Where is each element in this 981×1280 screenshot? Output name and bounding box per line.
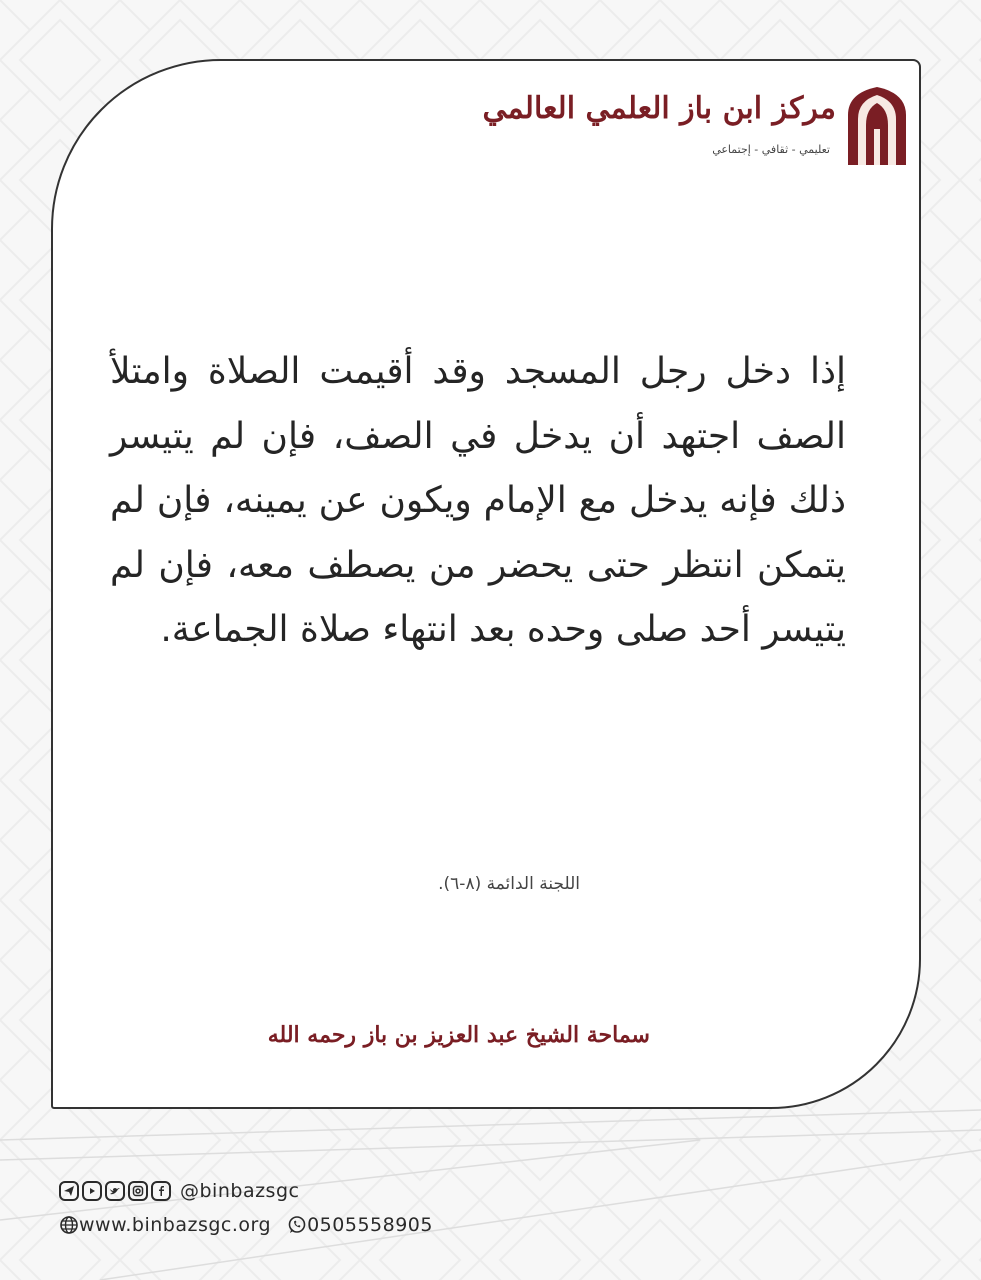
- fatwa-text: إذا دخل رجل المسجد وقد أقيمت الصلاة وامتلأ الصف اجتهد أن يدخل في الصف، فإن لم يتيسر ذلك فإنه يدخل مع الإمام ويكون عن يمينه، فإن لم يتمكن انتظر حتى يحضر من يصطف معه، فإن لم يتيسر أحد صلى وحده بعد انتهاء صلاة الجماعة.: [110, 351, 846, 650]
- website-link[interactable]: www.binbazsgc.org: [79, 1214, 272, 1236]
- social-handle[interactable]: @binbazsgc: [180, 1180, 300, 1202]
- source-citation: اللجنة الدائمة (٨-٦).: [438, 874, 580, 894]
- mosque-arch-icon: [844, 85, 910, 167]
- logo-subtitle: تعليمي - ثقافي - إجتماعي: [712, 143, 830, 156]
- center-logo: [482, 85, 910, 175]
- contact-row: [59, 1213, 433, 1237]
- social-row: [59, 1179, 299, 1203]
- logo-title: مركز ابن باز العلمي العالمي: [482, 91, 836, 126]
- telegram-icon[interactable]: [59, 1181, 79, 1201]
- whatsapp-icon: [287, 1215, 307, 1235]
- instagram-icon[interactable]: [128, 1181, 148, 1201]
- phone-number[interactable]: 0505558905: [307, 1214, 433, 1236]
- sheikh-signature: سماحة الشيخ عبد العزيز بن باز رحمه الله: [267, 1022, 650, 1048]
- globe-icon: [59, 1215, 79, 1235]
- youtube-icon[interactable]: [82, 1181, 102, 1201]
- twitter-icon[interactable]: [105, 1181, 125, 1201]
- facebook-icon[interactable]: [151, 1181, 171, 1201]
